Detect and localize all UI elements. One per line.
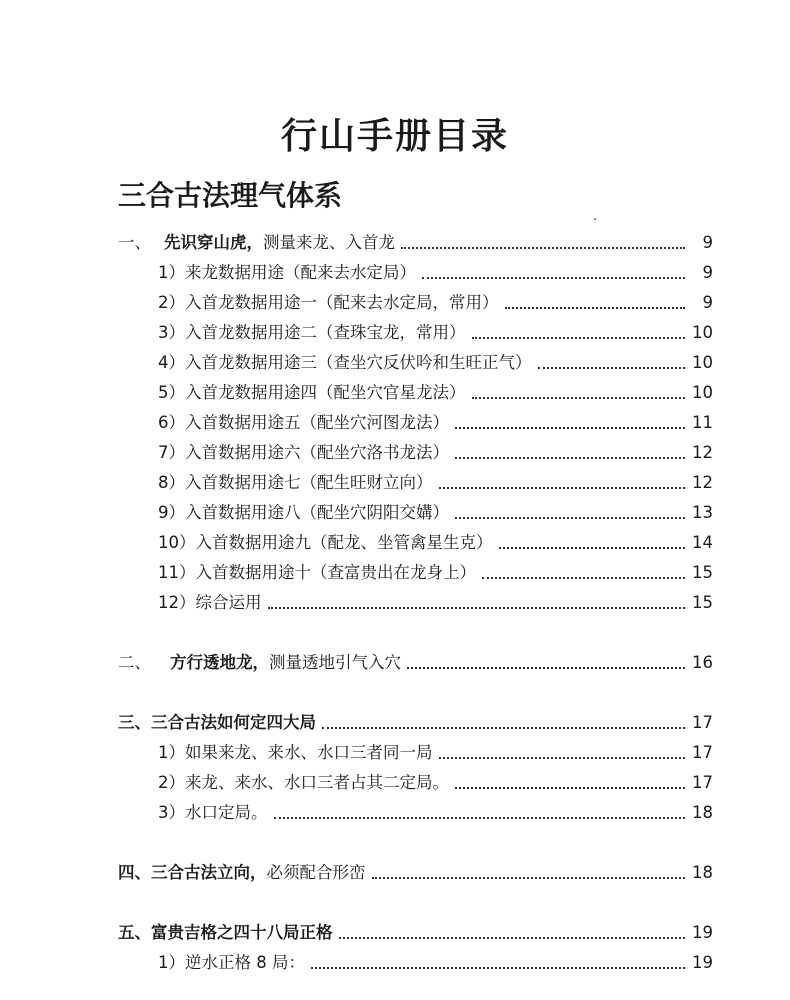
toc-bold-text: 方行透地龙，: [170, 653, 269, 672]
toc-text: 1）如果来龙、来水、水口三者同一局: [158, 743, 433, 762]
toc-subentry: [158, 348, 713, 374]
toc-text: 4）入首龙数据用途三（查坐穴反伏吟和生旺正气）: [158, 353, 532, 372]
toc-number: 二、: [118, 653, 151, 672]
toc-text: 7）入首数据用途六（配坐穴洛书龙法）: [158, 443, 449, 462]
toc-subentry: [158, 558, 713, 584]
toc-entry-5: [118, 918, 713, 944]
toc-bold-text: 先识穿山虎，: [164, 233, 263, 252]
scan-speck: [594, 218, 596, 220]
page-number: 10: [692, 353, 713, 372]
toc-subentry: [158, 528, 713, 554]
toc-text: 5）入首龙数据用途四（配坐穴官星龙法）: [158, 383, 466, 402]
page-number: 13: [692, 503, 713, 522]
toc-subentry: [158, 378, 713, 404]
toc-bold-text: 三、三合古法如何定四大局: [118, 713, 316, 732]
leader-dots: [322, 725, 685, 729]
leader-dots: [455, 455, 685, 459]
toc-subentry: [158, 768, 713, 794]
toc-text: 2）入首龙数据用途一（配来去水定局，常用）: [158, 293, 499, 312]
leader-dots: [268, 605, 686, 609]
leader-dots: [401, 245, 685, 249]
toc-bold-text: 四、三合古法立向，: [118, 863, 267, 882]
leader-dots: [274, 815, 686, 819]
toc-subentry: [158, 288, 713, 314]
page-number: 16: [692, 653, 713, 672]
page-number: 9: [702, 233, 713, 252]
page-number: 19: [692, 953, 713, 972]
leader-dots: [372, 875, 686, 879]
toc-subentry: [158, 408, 713, 434]
leader-dots: [439, 485, 686, 489]
toc-text: 2）来龙、来水、水口三者占其二定局。: [158, 773, 449, 792]
page-number: 14: [692, 533, 713, 552]
toc-subentry: [158, 948, 713, 974]
toc-text: 1）逆水正格 8 局：: [158, 953, 305, 972]
page-number: 9: [702, 263, 713, 282]
toc-subentry: [158, 438, 713, 464]
page-number: 17: [692, 773, 713, 792]
page-number: 11: [692, 413, 713, 432]
leader-dots: [472, 395, 686, 399]
leader-dots: [455, 425, 685, 429]
toc-entry-3: [118, 708, 713, 734]
leader-dots: [422, 275, 685, 279]
page-number: 10: [692, 323, 713, 342]
page-number: 12: [692, 443, 713, 462]
toc-entry-2: [118, 648, 713, 674]
toc-subentry: [158, 588, 713, 614]
toc-text: 测量透地引气入穴: [269, 653, 401, 672]
page-number: 15: [692, 563, 713, 582]
toc-text: 6）入首数据用途五（配坐穴河图龙法）: [158, 413, 449, 432]
leader-dots: [505, 305, 686, 309]
toc-text: 9）入首数据用途八（配坐穴阴阳交媾）: [158, 503, 449, 522]
toc-text: 1）来龙数据用途（配来去水定局）: [158, 263, 416, 282]
page-number: 18: [692, 863, 713, 882]
toc-text: 3）水口定局。: [158, 803, 268, 822]
leader-dots: [339, 935, 686, 939]
page-number: 19: [692, 923, 713, 942]
leader-dots: [407, 665, 685, 669]
page-number: 10: [692, 383, 713, 402]
leader-dots: [311, 965, 685, 969]
page-number: 9: [702, 293, 713, 312]
toc-text: 8）入首数据用途七（配生旺财立向）: [158, 473, 433, 492]
leader-dots: [538, 365, 686, 369]
toc-bold-text: 五、富贵吉格之四十八局正格: [118, 923, 333, 942]
toc-entry-1: [118, 228, 713, 254]
toc-subentry: [158, 468, 713, 494]
leader-dots: [472, 335, 686, 339]
toc-subentry: [158, 798, 713, 824]
page-title: 行山手册目录: [280, 116, 509, 157]
toc-text: 必须配合形峦: [266, 863, 366, 882]
leader-dots: [499, 545, 686, 549]
toc-text: 3）入首龙数据用途二（查珠宝龙，常用）: [158, 323, 466, 342]
toc-subentry: [158, 498, 713, 524]
toc-subentry: [158, 318, 713, 344]
toc-subentry: [158, 738, 713, 764]
toc-text: 10）入首数据用途九（配龙、坐管禽星生克）: [158, 533, 493, 552]
leader-dots: [439, 755, 686, 759]
toc-text: 12）综合运用: [158, 593, 262, 612]
leader-dots: [455, 515, 685, 519]
section-heading: 三合古法理气体系: [118, 179, 343, 212]
leader-dots: [455, 785, 685, 789]
toc-text: 11）入首数据用途十（查富贵出在龙身上）: [158, 563, 476, 582]
toc-text: 测量来龙、入首龙: [263, 233, 395, 252]
toc-number: 一、: [118, 233, 151, 252]
page-number: 17: [692, 743, 713, 762]
toc-subentry: [158, 258, 713, 284]
page-number: 12: [692, 473, 713, 492]
page-number: 15: [692, 593, 713, 612]
leader-dots: [482, 575, 685, 579]
page-number: 17: [692, 713, 713, 732]
page-number: 18: [692, 803, 713, 822]
toc-entry-4: [118, 858, 713, 884]
